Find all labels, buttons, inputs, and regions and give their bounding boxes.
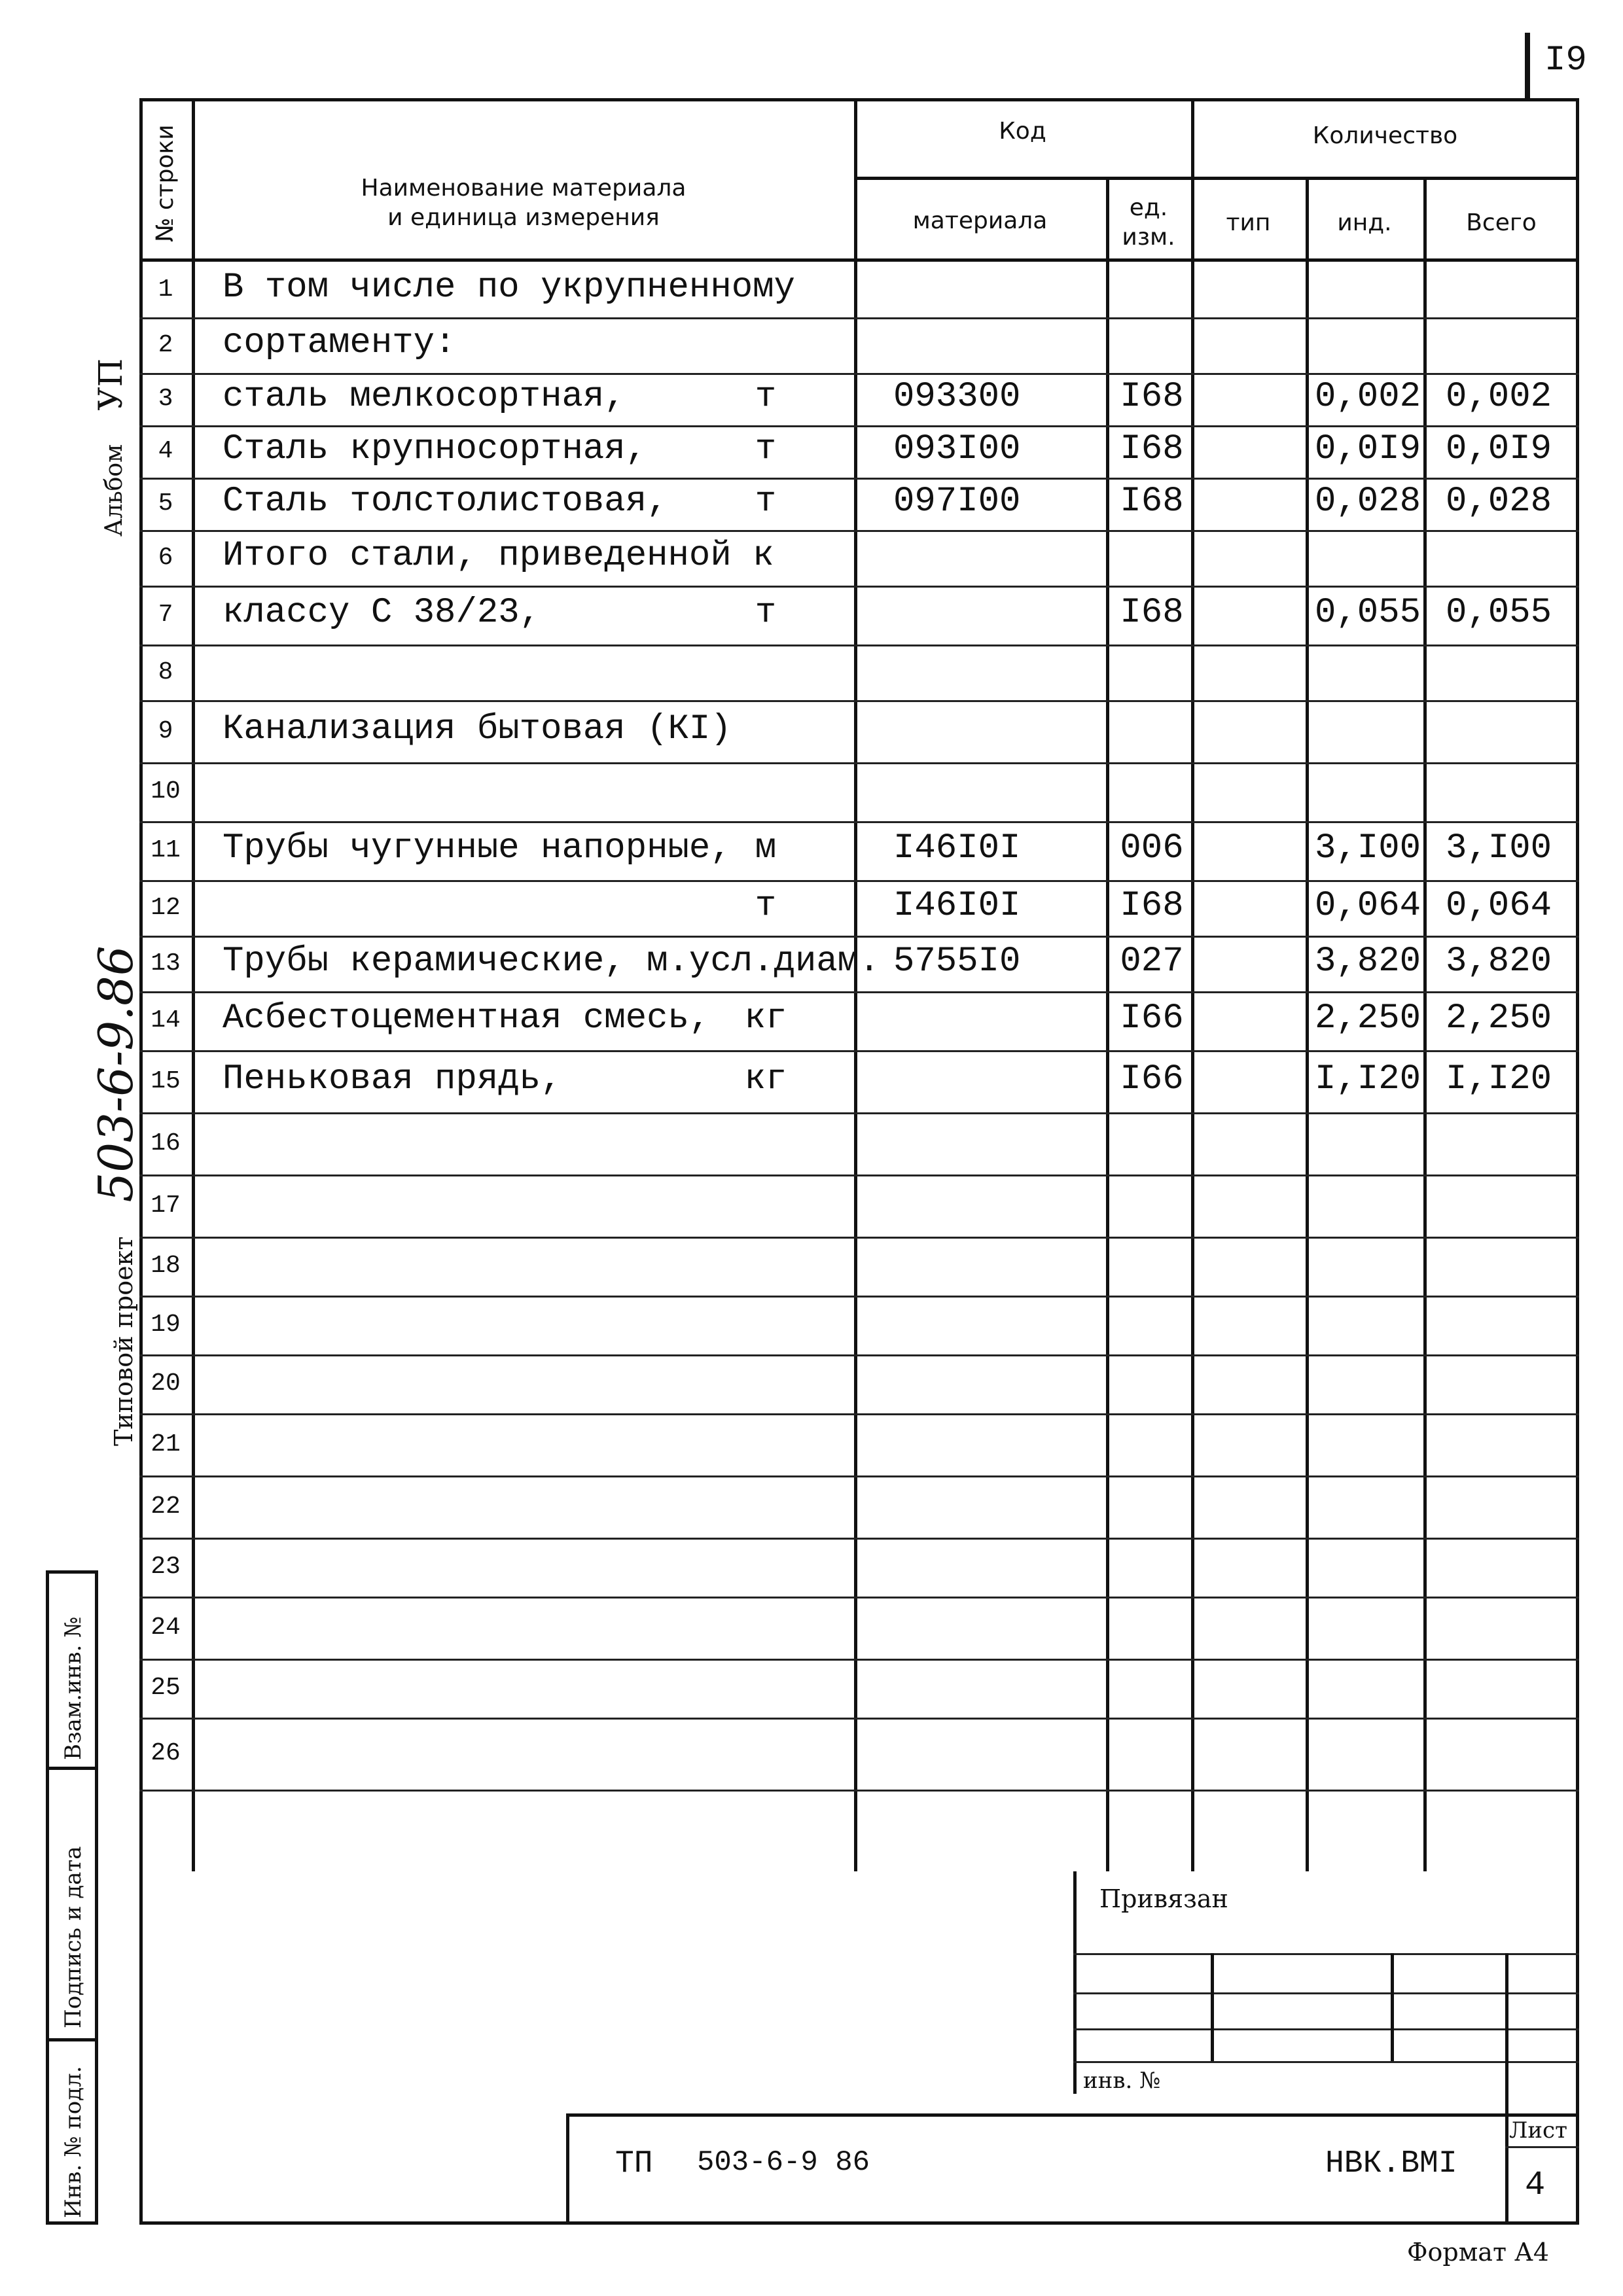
header-code-unit xyxy=(1106,193,1191,252)
row-name: Сталь крупносортная, xyxy=(223,429,647,469)
row-name: Сталь толстолистовая, xyxy=(223,482,668,521)
row-line xyxy=(139,530,1579,532)
row-number: 7 xyxy=(158,601,173,629)
row-qty-ind: 2,250 xyxy=(1314,998,1421,1038)
header-qty-type: тип xyxy=(1226,209,1271,236)
row-unit: т xyxy=(755,482,777,521)
row-code: 093300 xyxy=(893,377,1021,417)
header-code-unit-line2: изм. xyxy=(1122,224,1175,251)
row-unit-code: I68 xyxy=(1120,429,1184,469)
stamp-line-1 xyxy=(1073,1953,1579,1955)
row-unit: т xyxy=(755,885,777,926)
row-unit-code: I68 xyxy=(1120,885,1184,926)
row-number: 17 xyxy=(151,1191,181,1220)
row-number: 10 xyxy=(151,777,181,805)
row-qty-total: 0,002 xyxy=(1445,377,1552,417)
row-number: 1 xyxy=(158,275,173,304)
row-qty-total: 2,250 xyxy=(1445,998,1552,1038)
row-line xyxy=(139,991,1579,993)
stamp-line-4 xyxy=(1073,2061,1579,2063)
row-line xyxy=(139,762,1579,764)
sign-date-label: Подпись и дата xyxy=(60,1846,86,2028)
row-line xyxy=(139,1475,1579,1477)
row-qty-ind: 0,002 xyxy=(1314,377,1421,417)
row-code: I46I0I xyxy=(893,885,1021,926)
row-line xyxy=(139,1174,1579,1176)
stamp-privyazan: Привязан xyxy=(1099,1884,1228,1913)
row-number: 12 xyxy=(151,893,181,922)
row-number: 4 xyxy=(158,437,173,465)
row-number: 23 xyxy=(151,1553,181,1581)
col-divider-name xyxy=(854,98,857,1871)
album-number: УП xyxy=(92,358,130,411)
row-qty-total: 3,I00 xyxy=(1445,828,1552,868)
row-qty-ind: I,I20 xyxy=(1314,1059,1421,1099)
row-unit: т xyxy=(755,593,777,633)
row-number: 5 xyxy=(158,489,173,518)
row-qty-ind: 0,028 xyxy=(1314,482,1421,521)
title-sheet-divider xyxy=(1505,2146,1579,2148)
page-number-frame xyxy=(1525,33,1530,98)
header-code-material: материала xyxy=(912,207,1048,234)
stamp-line-3 xyxy=(1073,2028,1579,2030)
title-sheet-number: 4 xyxy=(1525,2166,1546,2204)
row-unit: кг xyxy=(744,1059,787,1099)
row-number: 24 xyxy=(151,1613,181,1642)
row-line xyxy=(139,586,1579,588)
row-name: В том числе по укрупненному xyxy=(223,267,795,308)
row-name: сталь мелкосортная, xyxy=(223,377,626,417)
row-number: 15 xyxy=(151,1067,181,1095)
row-qty-ind: 0,064 xyxy=(1314,885,1421,926)
row-number: 2 xyxy=(158,330,173,359)
row-line xyxy=(139,1354,1579,1356)
page-number: I9 xyxy=(1544,41,1587,80)
row-unit-code: I66 xyxy=(1120,998,1184,1038)
row-number: 19 xyxy=(151,1311,181,1339)
row-code: 5755I0 xyxy=(893,941,1021,981)
row-number: 18 xyxy=(151,1252,181,1280)
header-qty-total: Всего xyxy=(1466,209,1537,236)
row-name: Трубы керамические, м.усл.диам. xyxy=(223,941,880,981)
row-line xyxy=(139,425,1579,427)
row-number: 3 xyxy=(158,385,173,413)
header-name-line1: Наименование материала xyxy=(361,175,687,202)
row-qty-ind: 3,820 xyxy=(1314,941,1421,981)
row-line xyxy=(139,373,1579,375)
row-line xyxy=(139,1597,1579,1598)
row-unit: т xyxy=(755,429,777,469)
row-unit-code: 006 xyxy=(1120,828,1184,868)
header-code-unit-line1: ед. xyxy=(1129,194,1168,221)
row-code: I46I0I xyxy=(893,828,1021,868)
format-label: Формат А4 xyxy=(1407,2238,1550,2267)
album-text: Альбом xyxy=(101,444,128,537)
row-name: Пеньковая прядь, xyxy=(223,1059,562,1099)
row-unit-code: 027 xyxy=(1120,941,1184,981)
side-stamp-divider-2 xyxy=(46,2038,98,2041)
row-code: 093I00 xyxy=(893,429,1021,469)
header-name-line2: и единица измерения xyxy=(387,204,660,231)
row-unit-code: I68 xyxy=(1120,377,1184,417)
row-name: классу С 38/23, xyxy=(223,593,541,633)
header-code-group: Код xyxy=(999,118,1046,145)
album-label xyxy=(92,359,130,537)
inv-orig-label: Инв. № подл. xyxy=(60,2066,86,2218)
header-name xyxy=(196,173,851,232)
project-number: 503-6-9.86 xyxy=(88,945,143,1203)
row-line xyxy=(139,1296,1579,1298)
stamp-line-2 xyxy=(1073,1992,1579,1994)
row-number: 21 xyxy=(151,1430,181,1458)
row-name: Канализация бытовая (КI) xyxy=(223,709,732,749)
row-number: 13 xyxy=(151,949,181,978)
col-divider-rownum xyxy=(192,98,195,1871)
row-line xyxy=(139,1790,1579,1792)
row-qty-ind: 0,055 xyxy=(1314,593,1421,633)
project-label xyxy=(88,945,143,1446)
inv-replace-label: Взам.инв. № xyxy=(60,1616,86,1760)
stamp-col-1 xyxy=(1211,1953,1214,2061)
title-tp: ТП xyxy=(615,2146,653,2181)
row-number: 22 xyxy=(151,1492,181,1521)
row-qty-total: 0,028 xyxy=(1445,482,1552,521)
project-text: Типовой проект xyxy=(109,1236,138,1446)
row-line xyxy=(139,1112,1579,1114)
row-number: 20 xyxy=(151,1369,181,1398)
row-qty-total: 0,064 xyxy=(1445,885,1552,926)
side-stamp-divider-1 xyxy=(46,1767,98,1770)
row-unit-code: I68 xyxy=(1120,482,1184,521)
row-number: 8 xyxy=(158,658,173,686)
row-number: 11 xyxy=(151,836,181,864)
row-line xyxy=(139,1237,1579,1239)
row-line xyxy=(139,478,1579,480)
row-unit: кг xyxy=(744,998,787,1038)
row-name: Асбестоцементная смесь, xyxy=(223,998,711,1038)
row-qty-ind: 0,0I9 xyxy=(1314,429,1421,469)
header-qty-group: Количество xyxy=(1312,122,1458,149)
row-line xyxy=(139,317,1579,319)
row-line xyxy=(139,700,1579,702)
row-line xyxy=(139,645,1579,646)
header-bottom-line xyxy=(139,258,1579,262)
row-line xyxy=(139,936,1579,938)
row-unit: м xyxy=(755,828,777,868)
row-line xyxy=(139,880,1579,882)
row-line xyxy=(139,1538,1579,1540)
row-name: Итого стали, приведенной к xyxy=(223,535,774,576)
row-line xyxy=(139,1718,1579,1720)
row-name: Трубы чугунные напорные, xyxy=(223,828,732,868)
row-line xyxy=(139,1050,1579,1052)
title-sheet-label: Лист xyxy=(1509,2117,1567,2144)
header-row-number: № строки xyxy=(152,124,179,242)
col-divider-code-qty xyxy=(1191,98,1194,1871)
row-qty-total: 0,0I9 xyxy=(1445,429,1552,469)
row-number: 9 xyxy=(158,716,173,745)
row-unit-code: I66 xyxy=(1120,1059,1184,1099)
row-line xyxy=(139,821,1579,823)
header-qty-ind: инд. xyxy=(1337,209,1392,236)
row-qty-total: 3,820 xyxy=(1445,941,1552,981)
row-code: 097I00 xyxy=(893,482,1021,521)
stamp-inv-no: инв. № xyxy=(1083,2068,1161,2094)
stamp-col-2 xyxy=(1391,1953,1394,2061)
row-number: 25 xyxy=(151,1674,181,1702)
row-line xyxy=(139,1659,1579,1661)
row-line xyxy=(139,1413,1579,1415)
row-qty-ind: 3,I00 xyxy=(1314,828,1421,868)
header-subline xyxy=(854,177,1579,180)
title-code: НВК.ВМI xyxy=(1325,2146,1457,2181)
row-qty-total: I,I20 xyxy=(1445,1059,1552,1099)
row-number: 16 xyxy=(151,1129,181,1157)
row-number: 14 xyxy=(151,1006,181,1034)
title-project: 503-6-9 86 xyxy=(697,2146,870,2179)
row-name: сортаменту: xyxy=(223,323,456,363)
row-qty-total: 0,055 xyxy=(1445,593,1552,633)
row-number: 6 xyxy=(158,543,173,572)
row-unit-code: I68 xyxy=(1120,593,1184,633)
row-number: 26 xyxy=(151,1739,181,1767)
row-unit: т xyxy=(755,377,777,417)
